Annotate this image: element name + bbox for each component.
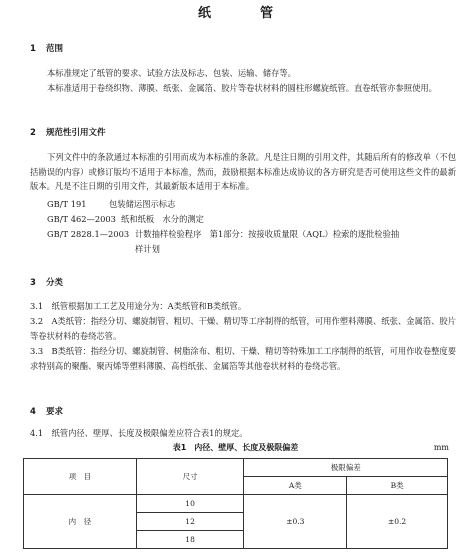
section-4-number: 4 <box>30 407 36 417</box>
table-unit: mm <box>433 443 449 452</box>
row-size: 10 <box>136 495 244 513</box>
row-item-inner-diameter: 内 径 <box>24 495 137 549</box>
normative-intro: 下列文件中的条款通过本标准的引用而成为本标准的条款。凡是注日期的引用文件，其随后所有的修改单（不包括勘误的内容）或修订版均不适用于本标准，然而，鼓励根据本标准达成协议的各方研究是否可使用这些文件的最新版本。凡是不注日期的引用文件，其最新版本适用于本标准。 <box>30 152 456 191</box>
table-caption: 表1 内径、壁厚、长度及极限偏差 <box>172 443 299 452</box>
reference-code: GB/T 191 <box>47 199 87 209</box>
scope-paragraph-1: 本标准规定了纸管的要求、试验方法及标志、包装、运输、储存等。 <box>47 68 296 78</box>
header-size: 尺寸 <box>136 459 244 495</box>
clause-3-1: 3.1 纸管根据加工工艺及用途分为：A类纸管和B类纸管。 <box>30 301 247 311</box>
clause-3-3: 3.3 B类纸管：指经分切、螺旋制管、树脂涂布、粗切、干燥、精切等特殊加工工序制得的纸管，可用作收卷整度要求特别高的聚酯、聚丙烯等塑料薄膜、高档纸张、金属箔等其他卷状材料的卷绕芯管。 <box>30 346 456 371</box>
section-3-title: 分类 <box>46 278 64 288</box>
section-1-title: 范围 <box>46 44 64 54</box>
row-size: 12 <box>136 513 244 531</box>
section-4-heading <box>30 405 63 417</box>
header-class-b: B类 <box>347 477 448 495</box>
row-deviation-a: ±0.3 <box>244 495 347 549</box>
header-limit-deviation: 极限偏差 <box>244 459 448 477</box>
header-class-a: A类 <box>244 477 347 495</box>
section-3-heading <box>30 276 63 288</box>
header-item: 项 目 <box>24 459 137 495</box>
clause-4-1: 4.1 纸管内径、壁厚、长度及极限偏差应符合表1的规定。 <box>30 428 248 438</box>
section-1-heading <box>30 42 63 54</box>
table-row <box>24 495 448 513</box>
dimension-table <box>23 458 448 549</box>
row-size: 18 <box>136 531 244 549</box>
section-3-number: 3 <box>30 278 36 288</box>
section-2-heading <box>30 126 106 138</box>
document-title: 纸 管 <box>197 6 291 21</box>
section-2-title: 规范性引用文件 <box>46 128 106 138</box>
clause-3-2: 3.2 A类纸管：指经分切、螺旋制管、粗切、干燥、精切等工序制得的纸管，可用作塑料薄膜、纸张、金属箔、胶片等卷状材料的卷绕芯管。 <box>30 316 456 341</box>
reference-code: GB/T 462—2003 <box>47 214 116 224</box>
section-4-title: 要求 <box>46 407 64 417</box>
reference-item <box>47 197 175 212</box>
reference-title: 计数抽样检验程序 第1部分：按接收质量限（AQL）检索的逐批检验抽 <box>135 229 400 239</box>
reference-item <box>47 227 400 254</box>
section-1-number: 1 <box>30 44 36 54</box>
reference-item <box>47 212 204 227</box>
scope-paragraph-2: 本标准适用于卷绕织物、薄膜、纸张、金属箔、胶片等卷状材料的圆柱形螺旋纸管。直卷纸管亦参照使用。 <box>47 82 437 93</box>
reference-code: GB/T 2828.1—2003 <box>47 229 130 239</box>
reference-title: 包装储运图示标志 <box>109 199 176 209</box>
row-deviation-b: ±0.2 <box>347 495 448 549</box>
table-header-row <box>24 459 448 477</box>
section-2-number: 2 <box>30 128 36 138</box>
reference-title-continued: 样计划 <box>135 243 160 254</box>
reference-title: 纸和纸板 水分的测定 <box>121 214 204 224</box>
